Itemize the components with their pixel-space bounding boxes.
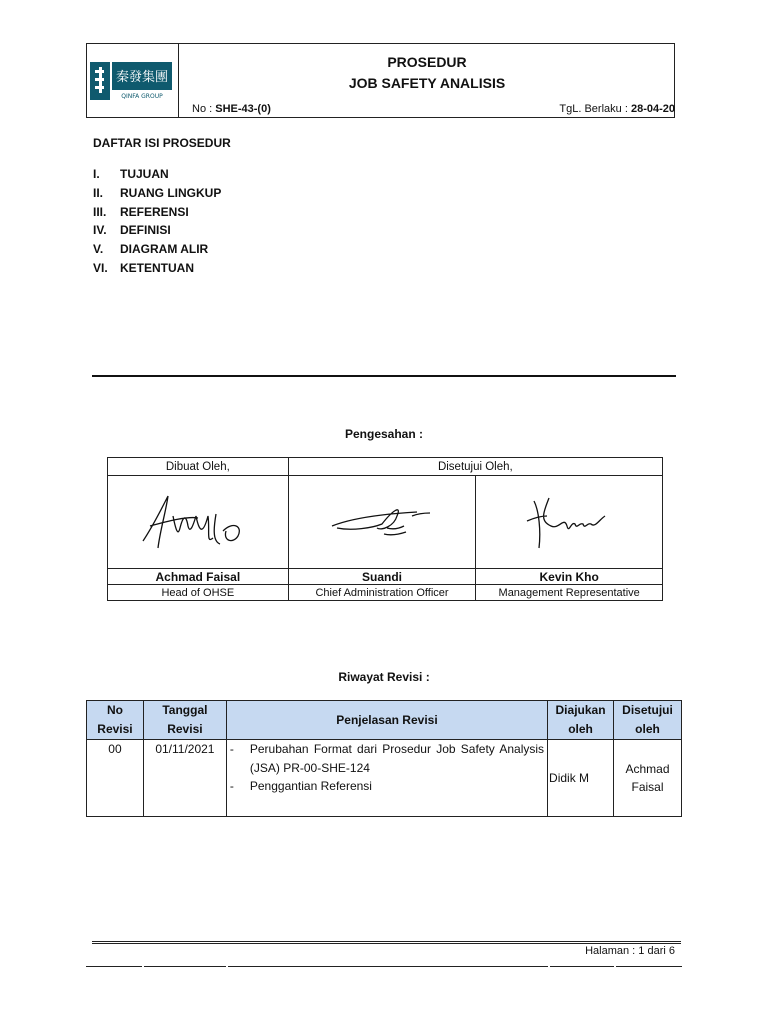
col-header-tanggal: Tanggal Revisi [143, 701, 226, 740]
footer-rule [92, 943, 681, 944]
footer-rule [92, 941, 681, 942]
signer-position: Chief Administration Officer [288, 585, 476, 601]
effective-date: TgL. Berlaku : 28-04-20 [559, 103, 675, 115]
submitted-by: Didik M [548, 740, 614, 817]
document-number: No : SHE-43-(0) [192, 103, 271, 115]
signature-cell [476, 476, 663, 569]
list-item: - Perubahan Format dari Prosedur Job Safety Analysis (JSA) PR-00-SHE-124 [229, 742, 545, 775]
document-subtitle: JOB SAFETY ANALISIS [348, 75, 506, 91]
company-logo-cell [86, 43, 179, 118]
revision-date: 01/11/2021 [143, 740, 226, 817]
signature-suandi [322, 486, 442, 556]
signature-kevin-kho [509, 486, 629, 556]
col-header-disetujui: Disetujui oleh [614, 701, 682, 740]
logo-text: QINFA GROUP [121, 93, 163, 100]
section-divider [92, 375, 676, 377]
toc-item: IV. DEFINISI [93, 223, 171, 238]
col-header-penjelasan: Penjelasan Revisi [226, 701, 547, 740]
signer-name: Achmad Faisal [108, 569, 289, 585]
footer-segment [550, 966, 614, 967]
toc-list [93, 167, 221, 280]
document-title: PROSEDUR [387, 54, 467, 70]
approval-title: Pengesahan : [344, 427, 424, 441]
col-header-no: No Revisi [87, 701, 144, 740]
approved-by: Achmad Faisal [614, 740, 682, 817]
signature-achmad-faisal [138, 486, 258, 556]
signature-cell [108, 476, 289, 569]
footer-segment [144, 966, 226, 967]
signature-cell [288, 476, 476, 569]
toc-item: V. DIAGRAM ALIR [93, 242, 209, 257]
col-header-diajukan: Diajukan oleh [548, 701, 614, 740]
toc-item: I. TUJUAN [93, 167, 169, 181]
footer-segment [86, 966, 142, 967]
page-number: Halaman : 1 dari 6 [585, 945, 675, 957]
revision-no: 00 [87, 740, 144, 817]
toc-item: II. RUANG LINGKUP [93, 185, 222, 200]
signer-name: Suandi [288, 569, 476, 585]
approval-table [107, 457, 663, 601]
svg-text:秦發集團: 秦發集團 [115, 70, 169, 85]
table-row [87, 740, 682, 817]
revision-table [86, 700, 682, 817]
approved-by-header: Disetujui Oleh, [288, 458, 662, 476]
footer-segment [228, 966, 548, 967]
signer-position: Management Representative [476, 585, 663, 601]
table-header-row [87, 701, 682, 740]
toc-item: III. REFERENSI [93, 204, 189, 219]
signer-name: Kevin Kho [476, 569, 663, 585]
qinfa-logo-icon [86, 43, 179, 118]
created-by-header: Dibuat Oleh, [108, 458, 289, 476]
signer-position: Head of OHSE [108, 585, 289, 601]
list-item: - Penggantian Referensi [229, 779, 372, 793]
footer-segment [616, 966, 682, 967]
revision-description [226, 740, 547, 817]
revision-history-title: Riwayat Revisi : [338, 670, 430, 684]
toc-title: DAFTAR ISI PROSEDUR [93, 136, 231, 150]
toc-item: VI. KETENTUAN [93, 260, 194, 275]
